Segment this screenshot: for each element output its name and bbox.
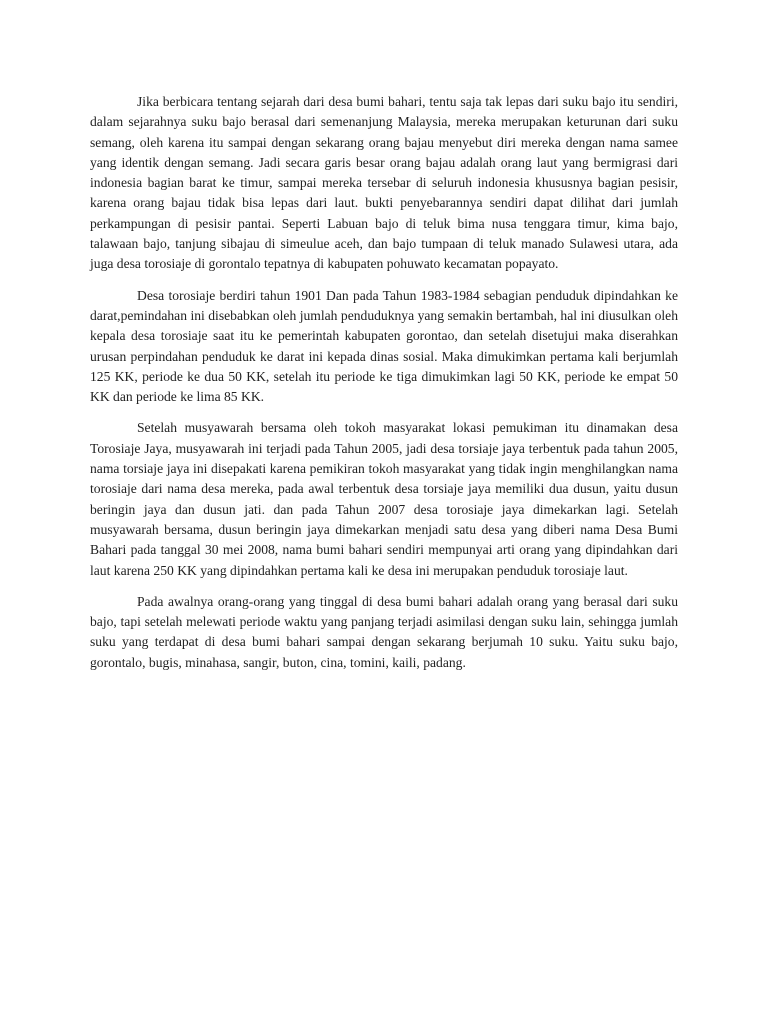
- paragraph-2: Desa torosiaje berdiri tahun 1901 Dan pada Tahun 1983-1984 sebagian penduduk dipindahkan ke darat,pemindahan ini disebabkan oleh jumlah penduduknya yang semakin bertambah, hal ini diusulkan oleh kepala desa torosiaje saat itu ke pemerintah kabupaten gorontao, dan setelah disetujui maka diserahkan urusan perpindahan penduduk ke darat ini kepada dinas sosial. Maka dimukimkan pertama kali berjumlah 125 KK, periode ke dua 50 KK, setelah itu periode ke tiga dimukimkan lagi 50 KK, periode ke empat 50 KK dan periode ke lima 85 KK.: [90, 287, 678, 405]
- paragraph-1: Jika berbicara tentang sejarah dari desa bumi bahari, tentu saja tak lepas dari suku bajo itu sendiri, dalam sejarahnya suku bajo berasal dari semenanjung Malaysia, mereka merupakan keturunan dari suku semang, oleh karena itu sampai dengan sekarang orang bajau menyebut diri mereka dengan nama samee yang identik dengan semang. Jadi secara garis besar orang bajau adalah orang laut yang bermigrasi dari indonesia bagian barat ke timur, sampai mereka tersebar di seluruh indonesia khususnya bagian pesisir, karena orang bajau tidak bisa lepas dari laut. bukti penyebarannya sendiri dapat dilihat dari jumlah perkampungan di pesisir pantai. Seperti Labuan bajo di teluk bima nusa tenggara timur, kima bajo, talawaan bajo, tanjung sibajau di simeulue aceh, dan bajo tumpaan di teluk manado Sulawesi utara, ada juga desa torosiaje di gorontalo tepatnya di kabupaten pohuwato kecamatan popayato.: [90, 94, 678, 272]
- paragraph-4: Pada awalnya orang-orang yang tinggal di desa bumi bahari adalah orang yang berasal dari suku bajo, tapi setelah melewati periode waktu yang panjang terjadi asimilasi dengan suku lain, sehingga jumlah suku yang terdapat di desa bumi bahari sampai dengan sekarang berjumah 10 suku. Yaitu suku bajo, gorontalo, bugis, minahasa, sangir, buton, cina, tomini, kaili, padang.: [90, 593, 678, 670]
- paragraph-3: Setelah musyawarah bersama oleh tokoh masyarakat lokasi pemukiman itu dinamakan desa Torosiaje Jaya, musyawarah ini terjadi pada Tahun 2005, jadi desa torsiaje jaya terbentuk pada tahun 2005, nama torsiaje jaya ini disepakati karena pemikiran tokoh masyarakat yang tidak ingin menghilangkan nama torosiaje dari nama desa mereka, pada awal terbentuk desa torsiaje jaya memiliki dua dusun, yaitu dusun beringin jaya dan dusun jati. dan pada Tahun 2007 desa torosiaje jaya dimekarkan lagi. Setelah musyawarah bersama, dusun beringin jaya dimekarkan menjadi satu desa yang diberi nama Desa Bumi Bahari pada tanggal 30 mei 2008, nama bumi bahari sendiri mempunyai arti orang yang dipindahkan dari laut karena 250 KK yang dipindahkan pertama kali ke desa ini merupakan penduduk torosiaje laut.: [90, 420, 678, 578]
- document-page: [90, 92, 678, 684]
